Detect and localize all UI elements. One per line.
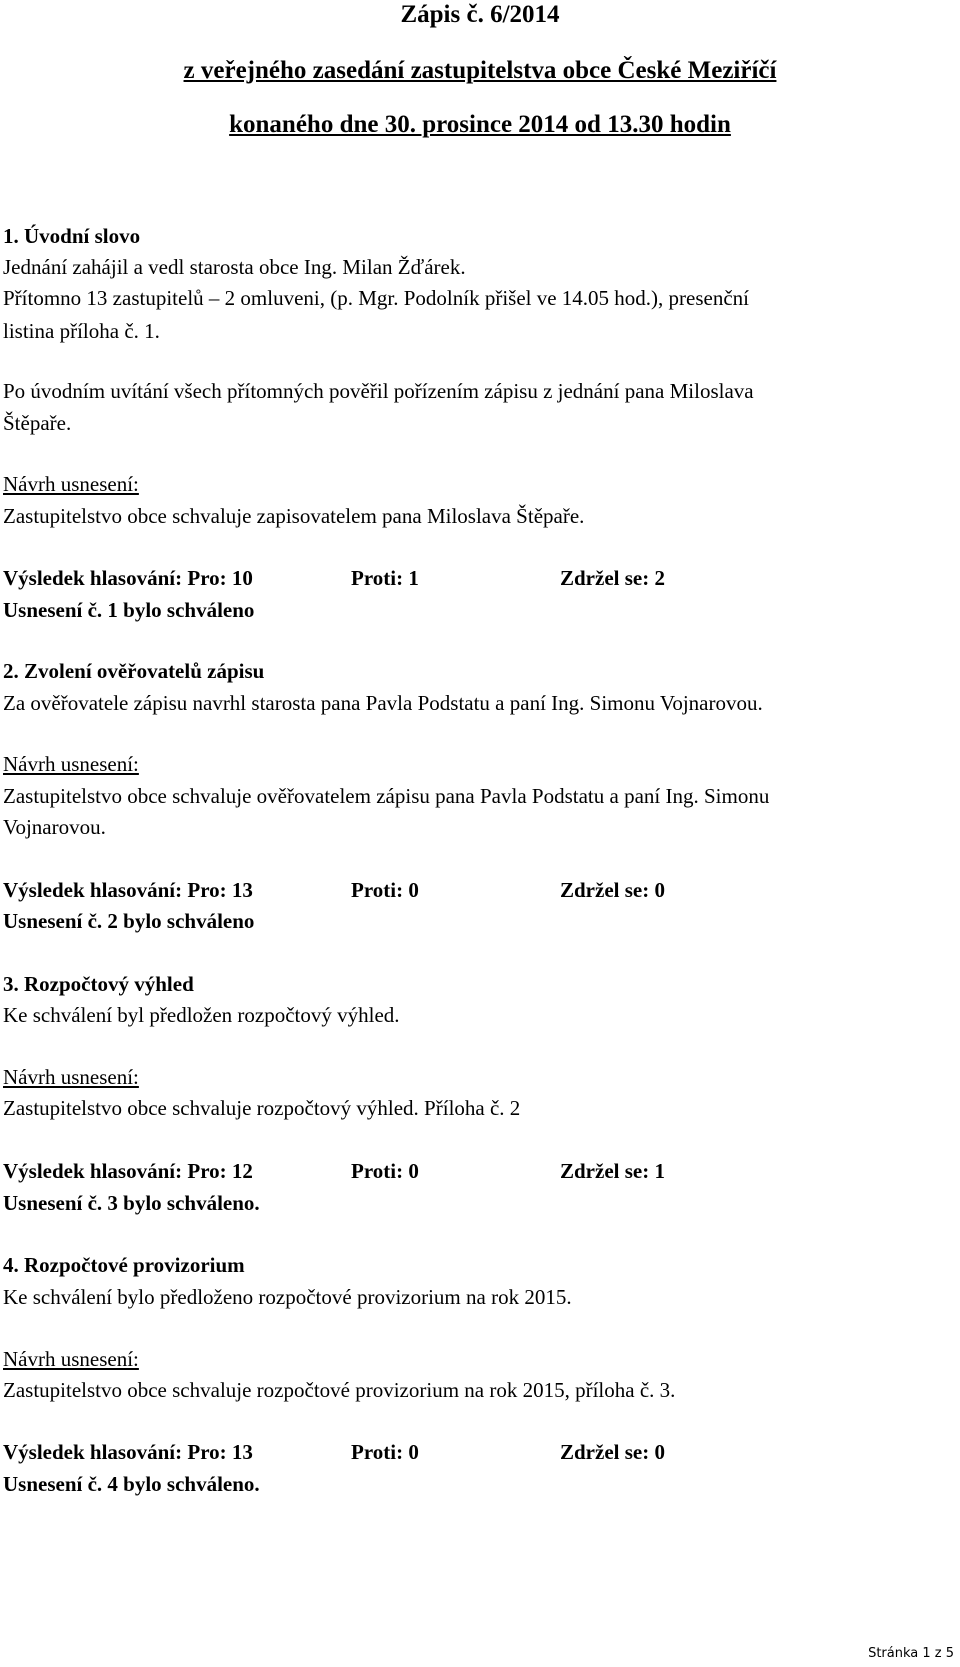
document-title: Zápis č. 6/2014	[400, 1, 560, 28]
vote-abstain: Zdržel se: 2	[560, 566, 665, 590]
proposal-text: Zastupitelstvo obce schvaluje rozpočtový výhled. Příloha č. 2	[3, 1096, 521, 1120]
page-number: Stránka 1 z 5	[868, 1646, 954, 1661]
paragraph-line: Po úvodním uvítání všech přítomných pověřil pořízením zápisu z jednání pana Miloslava	[3, 379, 754, 403]
resolution-outcome: Usnesení č. 2 bylo schváleno	[3, 909, 255, 933]
vote-against: Proti: 0	[351, 878, 419, 902]
paragraph-line: Jednání zahájil a vedl starosta obce Ing. Milan Žďárek.	[3, 255, 466, 279]
vote-for: Výsledek hlasování: Pro: 12	[3, 1159, 253, 1183]
proposal-label: Návrh usnesení:	[3, 1347, 139, 1371]
proposal-label: Návrh usnesení:	[3, 752, 139, 776]
document-subtitle-1: z veřejného zasedání zastupitelstva obce České Meziříčí	[183, 57, 777, 84]
vote-abstain: Zdržel se: 0	[560, 878, 665, 902]
paragraph-line: Štěpaře.	[3, 411, 72, 435]
section-heading: 3. Rozpočtový výhled	[3, 972, 194, 996]
paragraph-line: Za ověřovatele zápisu navrhl starosta pana Pavla Podstatu a paní Ing. Simonu Vojnarovou.	[3, 691, 763, 715]
section-heading: 4. Rozpočtové provizorium	[3, 1253, 245, 1277]
vote-abstain: Zdržel se: 0	[560, 1440, 665, 1464]
paragraph-line: Ke schválení byl předložen rozpočtový výhled.	[3, 1003, 400, 1027]
section-heading: 2. Zvolení ověřovatelů zápisu	[3, 659, 265, 683]
vote-abstain: Zdržel se: 1	[560, 1159, 665, 1183]
proposal-text: Zastupitelstvo obce schvaluje ověřovatelem zápisu pana Pavla Podstatu a paní Ing. Simonu	[3, 784, 770, 808]
vote-against: Proti: 0	[351, 1440, 419, 1464]
vote-against: Proti: 1	[351, 566, 419, 590]
proposal-text: Vojnarovou.	[3, 815, 106, 839]
document-subtitle-2: konaného dne 30. prosince 2014 od 13.30 hodin	[229, 111, 731, 138]
vote-for: Výsledek hlasování: Pro: 13	[3, 1440, 253, 1464]
paragraph-line: listina příloha č. 1.	[3, 319, 160, 343]
section-heading: 1. Úvodní slovo	[3, 224, 141, 248]
proposal-text: Zastupitelstvo obce schvaluje rozpočtové provizorium na rok 2015, příloha č. 3.	[3, 1378, 676, 1402]
resolution-outcome: Usnesení č. 1 bylo schváleno	[3, 598, 255, 622]
proposal-label: Návrh usnesení:	[3, 1065, 139, 1089]
proposal-text: Zastupitelstvo obce schvaluje zapisovatelem pana Miloslava Štěpaře.	[3, 504, 585, 528]
vote-for: Výsledek hlasování: Pro: 10	[3, 566, 253, 590]
paragraph-line: Přítomno 13 zastupitelů – 2 omluveni, (p. Mgr. Podolník přišel ve 14.05 hod.), presenční	[3, 286, 750, 310]
vote-for: Výsledek hlasování: Pro: 13	[3, 878, 253, 902]
resolution-outcome: Usnesení č. 4 bylo schváleno.	[3, 1472, 260, 1496]
vote-against: Proti: 0	[351, 1159, 419, 1183]
proposal-label: Návrh usnesení:	[3, 472, 139, 496]
paragraph-line: Ke schválení bylo předloženo rozpočtové provizorium na rok 2015.	[3, 1285, 572, 1309]
resolution-outcome: Usnesení č. 3 bylo schváleno.	[3, 1191, 260, 1215]
